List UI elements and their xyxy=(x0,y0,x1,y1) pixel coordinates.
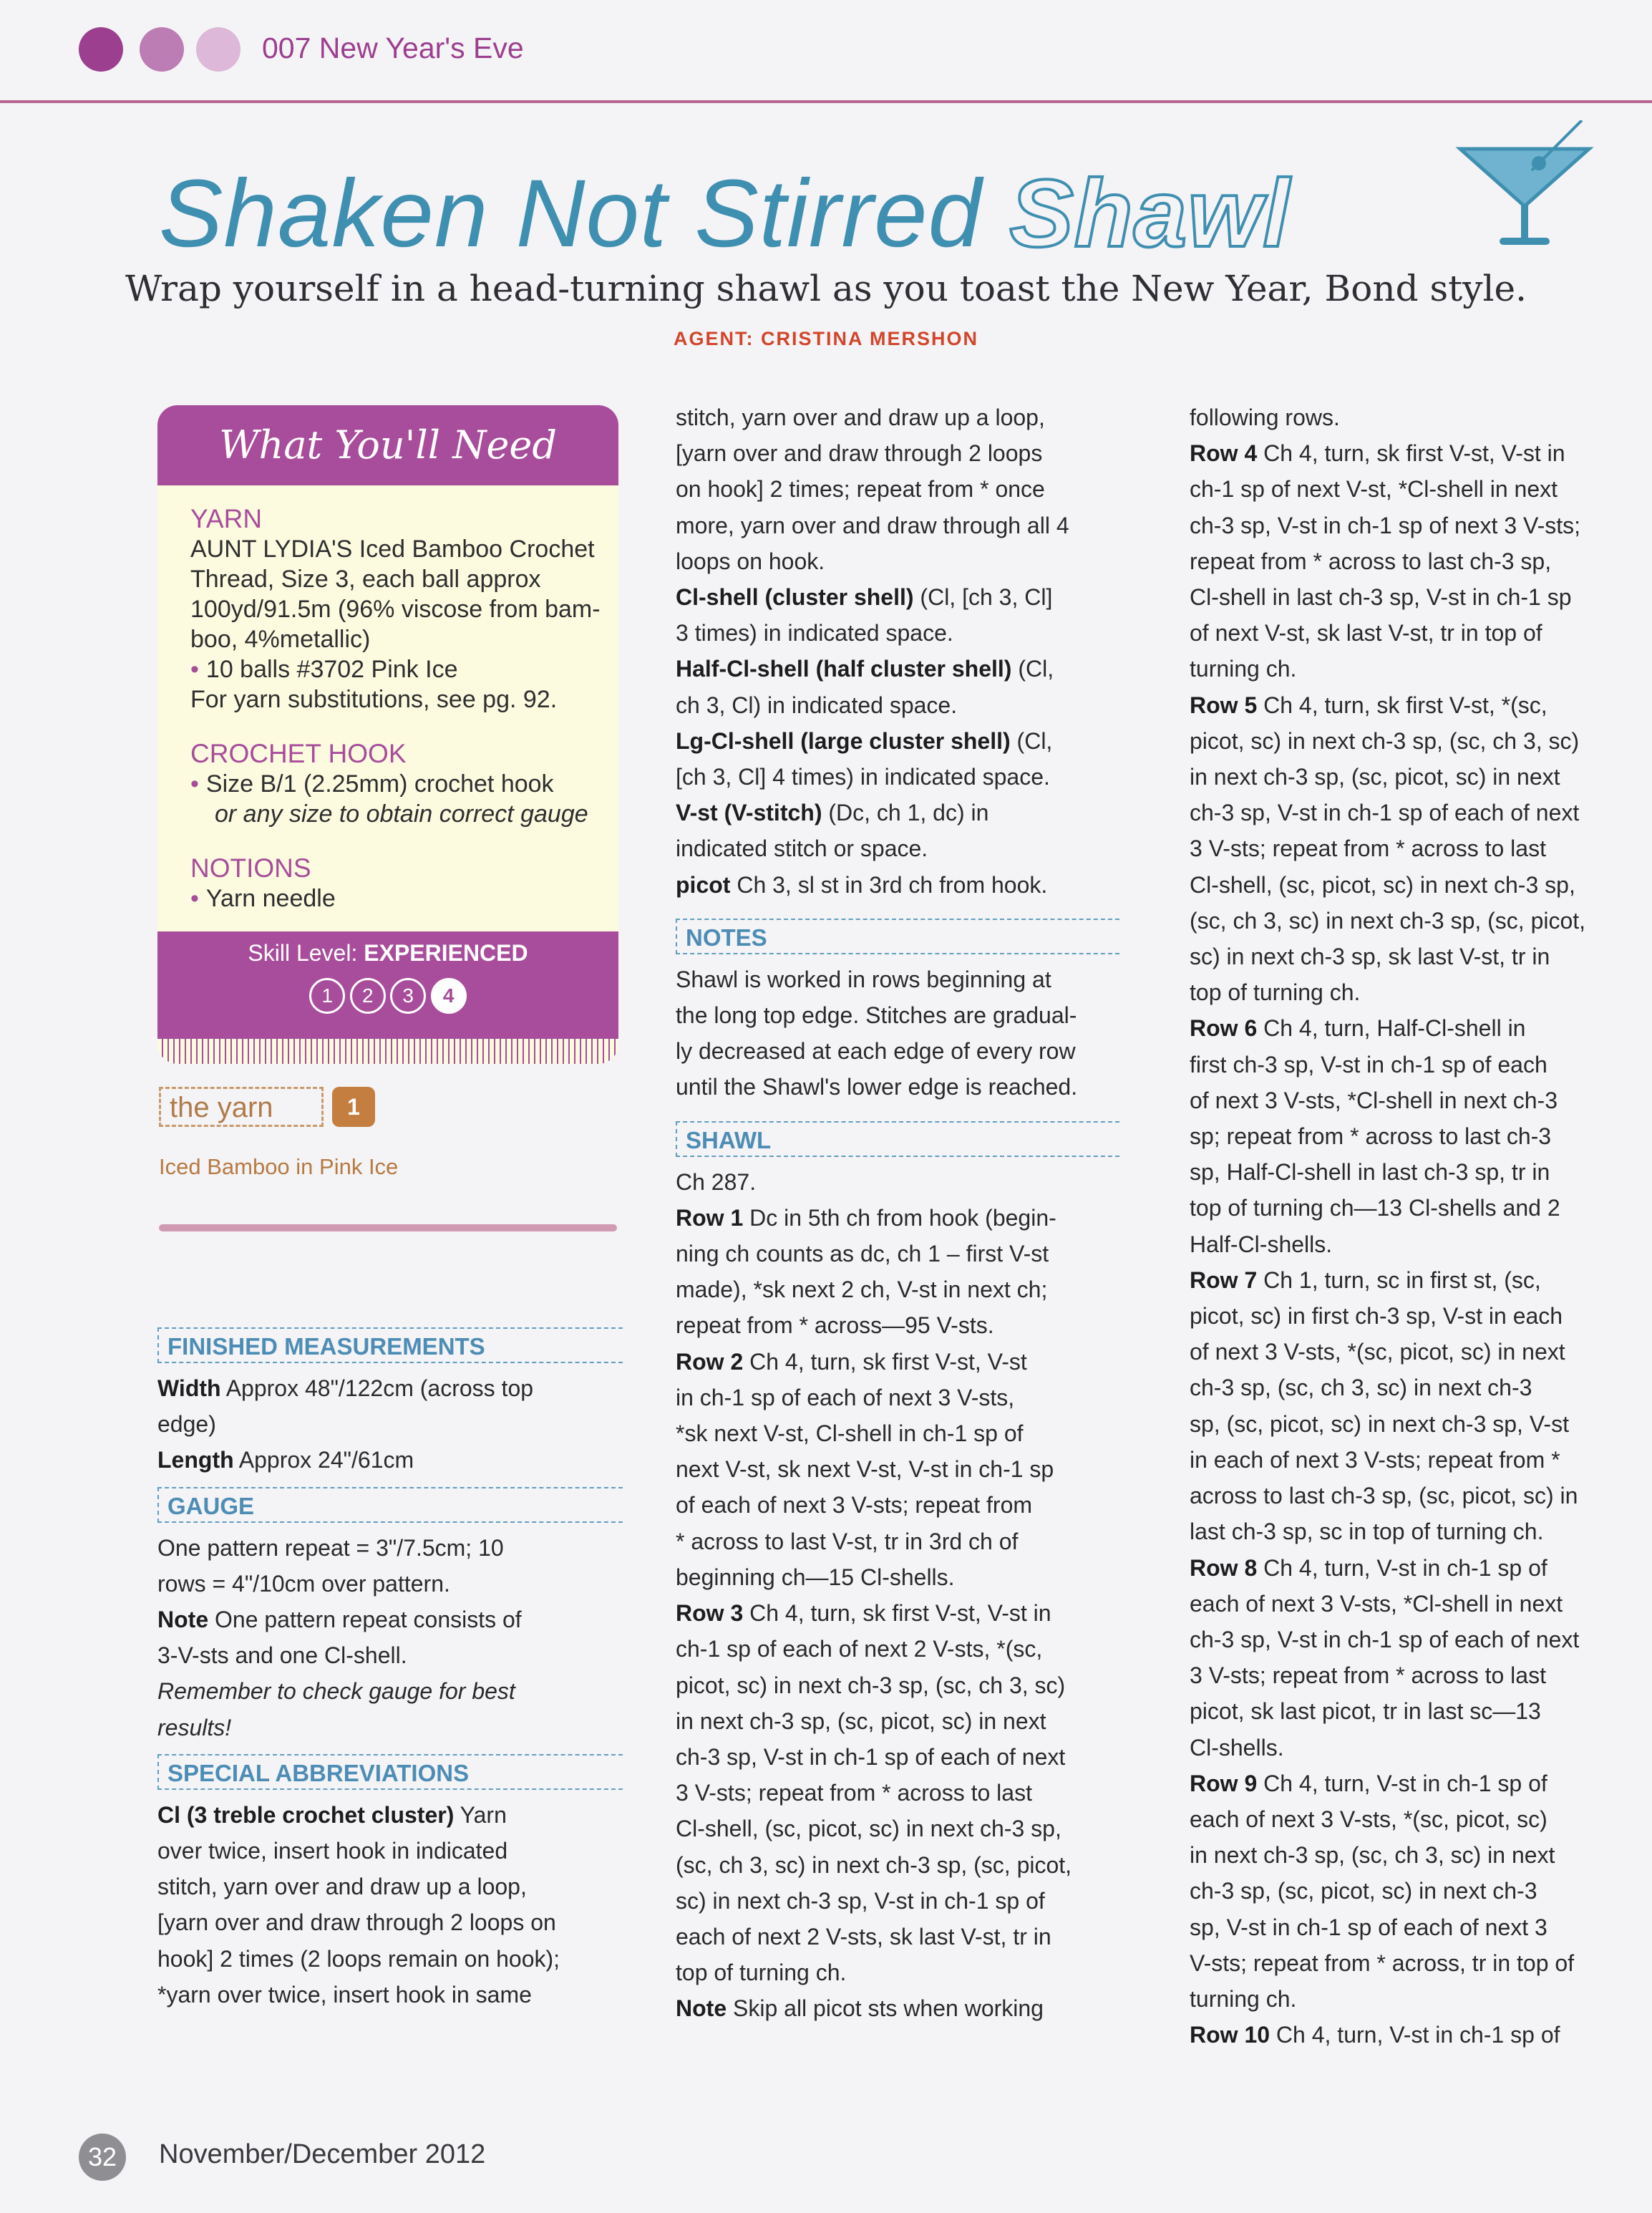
title-accent: Shawl xyxy=(1009,160,1291,267)
text-line: turning ch. xyxy=(1190,1985,1297,2012)
text-line: each of next 3 V-sts, *(sc, picot, sc) xyxy=(1190,1806,1547,1832)
text-line: sp, (sc, picot, sc) in next ch-3 sp, V-st xyxy=(1190,1410,1569,1437)
gauge-line: One pattern repeat = 3"/7.5cm; 10 xyxy=(157,1534,504,1561)
text-line: sc) in next ch-3 sp, V-st in ch-1 sp of xyxy=(676,1887,1045,1914)
text-line: picot, sc) in first ch-3 sp, V-st in each xyxy=(1190,1303,1563,1330)
text-line: picot, sk last picot, tr in last sc—13 xyxy=(1190,1698,1541,1725)
the-yarn-label: the yarn xyxy=(159,1087,324,1127)
length-line: Length Approx 24"/61cm xyxy=(157,1447,414,1473)
text-line: * across to last V-st, tr in 3rd ch of xyxy=(676,1528,1019,1554)
cl-line: Cl (3 treble crochet cluster) Yarn xyxy=(157,1801,507,1828)
text-line: ch-3 sp, V-st in ch-1 sp of each of next xyxy=(676,1743,1066,1770)
text-line: sc) in next ch-3 sp, sk last V-st, tr in xyxy=(1190,944,1550,970)
header-dot-2 xyxy=(140,27,184,72)
skill-level-2: 2 xyxy=(350,978,386,1014)
text-line: ch-1 sp of each of next 2 V-sts, *(sc, xyxy=(676,1636,1043,1662)
cl-line: [yarn over and draw through 2 loops on xyxy=(157,1909,556,1936)
subtitle: Wrap yourself in a head-turning shawl as you toast the New Year, Bond style. xyxy=(125,268,1527,309)
row-4: Row 4 Ch 4, turn, sk first V-st, V-st in xyxy=(1190,440,1565,467)
text-line: (sc, ch 3, sc) in next ch-3 sp, (sc, picot, xyxy=(676,1851,1072,1878)
notes-line: until the Shawl's lower edge is reached. xyxy=(676,1074,1078,1100)
box-bottom-edge xyxy=(157,1039,618,1064)
shawl-heading: SHAWL xyxy=(676,1121,1119,1157)
text-line: ch-3 sp, (sc, picot, sc) in next ch-3 xyxy=(1190,1878,1537,1904)
notes-line: the long top edge. Stitches are gradual- xyxy=(676,1002,1077,1029)
skill-value: EXPERIENCED xyxy=(364,940,528,966)
skill-level-4: 4 xyxy=(431,978,467,1014)
lg-clshell-def: Lg-Cl-shell (large cluster shell) (Cl, xyxy=(676,727,1053,754)
text-line: repeat from * across to last ch-3 sp, xyxy=(1190,548,1552,574)
gauge-reminder: Remember to check gauge for best xyxy=(157,1678,515,1705)
text-line: of next V-st, sk last V-st, tr in top of xyxy=(1190,620,1542,647)
yarn-line: AUNT LYDIA'S Iced Bamboo Crochet xyxy=(190,536,595,563)
gauge-heading: GAUGE xyxy=(157,1487,623,1523)
designer-credit: AGENT: CRISTINA MERSHON xyxy=(673,328,978,349)
row-6: Row 6 Ch 4, turn, Half-Cl-shell in xyxy=(1190,1015,1526,1042)
text-line: top of turning ch—13 Cl-shells and 2 xyxy=(1190,1195,1560,1221)
hook-heading: CROCHET HOOK xyxy=(190,739,407,768)
text-line: next V-st, sk next V-st, V-st in ch-1 sp xyxy=(676,1456,1054,1483)
skill-label: Skill Level: xyxy=(248,940,358,966)
text-line: repeat from * across—95 V-sts. xyxy=(676,1312,994,1339)
text-line: sp, Half-Cl-shell in last ch-3 sp, tr in xyxy=(1190,1159,1550,1186)
row-2: Row 2 Ch 4, turn, sk first V-st, V-st xyxy=(676,1348,1027,1375)
cl-line: *yarn over twice, insert hook in same xyxy=(157,1981,532,2008)
materials-box xyxy=(157,405,618,1064)
column-3 xyxy=(1190,399,1590,2053)
text-line: of next 3 V-sts, *(sc, picot, sc) in next xyxy=(1190,1339,1565,1365)
header-rule xyxy=(0,100,1652,103)
text-line: first ch-3 sp, V-st in ch-1 sp of each xyxy=(1190,1051,1547,1078)
notes-line: Shawl is worked in rows beginning at xyxy=(676,966,1051,992)
hook-bullet: • Size B/1 (2.25mm) crochet hook xyxy=(190,770,554,798)
text-line: ch-3 sp, (sc, ch 3, sc) in next ch-3 xyxy=(1190,1375,1532,1401)
text-line: on hook] 2 times; repeat from * once xyxy=(676,476,1045,503)
text-line: stitch, yarn over and draw up a loop, xyxy=(676,405,1045,430)
yarn-line: boo, 4%metallic) xyxy=(190,626,371,653)
yarn-line: Thread, Size 3, each ball approx xyxy=(190,566,541,593)
text-line: following rows. xyxy=(1190,405,1340,430)
header-dot-3 xyxy=(196,27,240,72)
text-line: indicated stitch or space. xyxy=(676,836,928,862)
finished-heading: FINISHED MEASUREMENTS xyxy=(157,1327,623,1363)
text-line: Cl-shells. xyxy=(1190,1734,1284,1761)
text-line: of each of next 3 V-sts; repeat from xyxy=(676,1492,1033,1519)
notions-bullet: • Yarn needle xyxy=(190,885,336,912)
column-2 xyxy=(676,399,1119,2027)
text-line: V-sts; repeat from * across, tr in top of xyxy=(1190,1950,1575,1976)
clshell-def: Cl-shell (cluster shell) (Cl, [ch 3, Cl] xyxy=(676,584,1053,611)
yarn-description: Iced Bamboo in Pink Ice xyxy=(159,1154,399,1179)
yarn-substitution: For yarn substitutions, see pg. 92. xyxy=(190,686,558,713)
skill-level xyxy=(157,931,618,1039)
materials-heading: What You'll Need xyxy=(157,405,618,485)
text-line: more, yarn over and draw through all 4 xyxy=(676,512,1069,538)
martini-glass-icon xyxy=(1453,120,1596,256)
text-line: top of turning ch. xyxy=(1190,979,1361,1006)
notes-line: ly decreased at each edge of every row xyxy=(676,1038,1076,1065)
text-line: each of next 3 V-sts, *Cl-shell in next xyxy=(1190,1590,1563,1617)
text-line: Cl-shell, (sc, picot, sc) in next ch-3 sp, xyxy=(1190,871,1575,898)
yarn-heading: YARN xyxy=(190,504,263,533)
vst-def: V-st (V-stitch) (Dc, ch 1, dc) in xyxy=(676,800,989,826)
section-label: 007 New Year's Eve xyxy=(262,32,524,64)
text-line: ch-3 sp, V-st in ch-1 sp of each of next xyxy=(1190,800,1580,826)
cl-line: over twice, insert hook in indicated xyxy=(157,1838,508,1864)
gauge-reminder: results! xyxy=(157,1714,232,1740)
text-line: ch-3 sp, V-st in ch-1 sp of next 3 V-sts; xyxy=(1190,512,1581,538)
notions-heading: NOTIONS xyxy=(190,853,311,883)
text-line: of next 3 V-sts, *Cl-shell in next ch-3 xyxy=(1190,1087,1558,1113)
text-line: beginning ch—15 Cl-shells. xyxy=(676,1564,955,1590)
row-7: Row 7 Ch 1, turn, sc in first st, (sc, xyxy=(1190,1267,1541,1293)
text-line: *sk next V-st, Cl-shell in ch-1 sp of xyxy=(676,1420,1024,1447)
gauge-line: rows = 4"/10cm over pattern. xyxy=(157,1570,450,1597)
gauge-note: Note One pattern repeat consists of xyxy=(157,1607,522,1633)
yarn-bullet: • 10 balls #3702 Pink Ice xyxy=(190,656,458,683)
yarn-strand-divider xyxy=(159,1224,617,1231)
width-line: edge) xyxy=(157,1411,216,1438)
text-line: across to last ch-3 sp, (sc, picot, sc) in xyxy=(1190,1483,1578,1509)
width-line: Width Approx 48"/122cm (across top xyxy=(157,1375,534,1401)
cl-line: stitch, yarn over and draw up a loop, xyxy=(157,1874,527,1900)
skill-level-3: 3 xyxy=(390,978,426,1014)
text-line: in each of next 3 V-sts; repeat from * xyxy=(1190,1446,1560,1473)
page-title xyxy=(159,159,1291,268)
row-5: Row 5 Ch 4, turn, sk first V-st, *(sc, xyxy=(1190,692,1547,718)
text-line: last ch-3 sp, sc in top of turning ch. xyxy=(1190,1519,1544,1545)
row-1: Row 1 Dc in 5th ch from hook (begin- xyxy=(676,1204,1056,1231)
text-line: 3 V-sts; repeat from * across to last xyxy=(676,1780,1032,1806)
text-line: in next ch-3 sp, (sc, picot, sc) in next xyxy=(1190,764,1560,790)
picot-def: picot Ch 3, sl st in 3rd ch from hook. xyxy=(676,871,1048,898)
text-line: picot, sc) in next ch-3 sp, (sc, ch 3, sc) xyxy=(676,1672,1066,1698)
text-line: 3 V-sts; repeat from * across to last xyxy=(1190,1662,1546,1689)
note-line: Note Skip all picot sts when working xyxy=(676,1995,1044,2022)
yarn-number-badge: 1 xyxy=(332,1087,375,1127)
text-line: each of next 2 V-sts, sk last V-st, tr in xyxy=(676,1923,1051,1950)
row-10: Row 10 Ch 4, turn, V-st in ch-1 sp of xyxy=(1190,2022,1560,2048)
cl-line: hook] 2 times (2 loops remain on hook); xyxy=(157,1945,560,1972)
text-line: ning ch counts as dc, ch 1 – first V-st xyxy=(676,1241,1049,1267)
text-line: sp; repeat from * across to last ch-3 xyxy=(1190,1123,1552,1150)
text-line: in next ch-3 sp, (sc, ch 3, sc) in next xyxy=(1190,1842,1555,1869)
issue-date: November/December 2012 xyxy=(159,2139,486,2169)
text-line: ch-3 sp, V-st in ch-1 sp of each of next xyxy=(1190,1626,1580,1652)
text-line: ch-1 sp of next V-st, *Cl-shell in next xyxy=(1190,476,1558,503)
text-line: picot, sc) in next ch-3 sp, (sc, ch 3, sc) xyxy=(1190,727,1580,754)
text-line: in next ch-3 sp, (sc, picot, sc) in next xyxy=(676,1708,1046,1734)
row-8: Row 8 Ch 4, turn, V-st in ch-1 sp of xyxy=(1190,1554,1547,1581)
row-9: Row 9 Ch 4, turn, V-st in ch-1 sp of xyxy=(1190,1770,1547,1796)
abbrev-heading: SPECIAL ABBREVIATIONS xyxy=(157,1754,623,1790)
text-line: in ch-1 sp of each of next 3 V-sts, xyxy=(676,1384,1015,1410)
chain-line: Ch 287. xyxy=(676,1168,757,1195)
text-line: sp, V-st in ch-1 sp of each of next 3 xyxy=(1190,1914,1547,1940)
hook-note: or any size to obtain correct gauge xyxy=(215,800,588,828)
text-line: [ch 3, Cl] 4 times) in indicated space. xyxy=(676,764,1050,790)
text-line: Cl-shell, (sc, picot, sc) in next ch-3 sp, xyxy=(676,1816,1061,1842)
text-line: loops on hook. xyxy=(676,548,825,574)
text-line: made), *sk next 2 ch, V-st in next ch; xyxy=(676,1277,1048,1303)
half-clshell-def: Half-Cl-shell (half cluster shell) (Cl, xyxy=(676,656,1054,682)
gauge-note: 3-V-sts and one Cl-shell. xyxy=(157,1642,407,1669)
page-number: 32 xyxy=(79,2134,126,2181)
text-line: 3 V-sts; repeat from * across to last xyxy=(1190,836,1546,862)
title-main: Shaken Not Stirred xyxy=(159,160,983,267)
text-line: ch 3, Cl) in indicated space. xyxy=(676,692,958,718)
text-line: Half-Cl-shells. xyxy=(1190,1231,1333,1257)
skill-level-1: 1 xyxy=(309,978,345,1014)
text-line: turning ch. xyxy=(1190,656,1297,682)
row-3: Row 3 Ch 4, turn, sk first V-st, V-st in xyxy=(676,1600,1051,1627)
column-1 xyxy=(157,1319,623,2013)
yarn-line: 100yd/91.5m (96% viscose from bam- xyxy=(190,596,601,623)
text-line: (sc, ch 3, sc) in next ch-3 sp, (sc, picot, xyxy=(1190,907,1586,934)
text-line: 3 times) in indicated space. xyxy=(676,620,953,647)
text-line: Cl-shell in last ch-3 sp, V-st in ch-1 sp xyxy=(1190,584,1572,611)
header-dot-1 xyxy=(79,27,123,72)
text-line: [yarn over and draw through 2 loops xyxy=(676,440,1043,467)
text-line: top of turning ch. xyxy=(676,1960,847,1986)
notes-heading: NOTES xyxy=(676,919,1119,954)
